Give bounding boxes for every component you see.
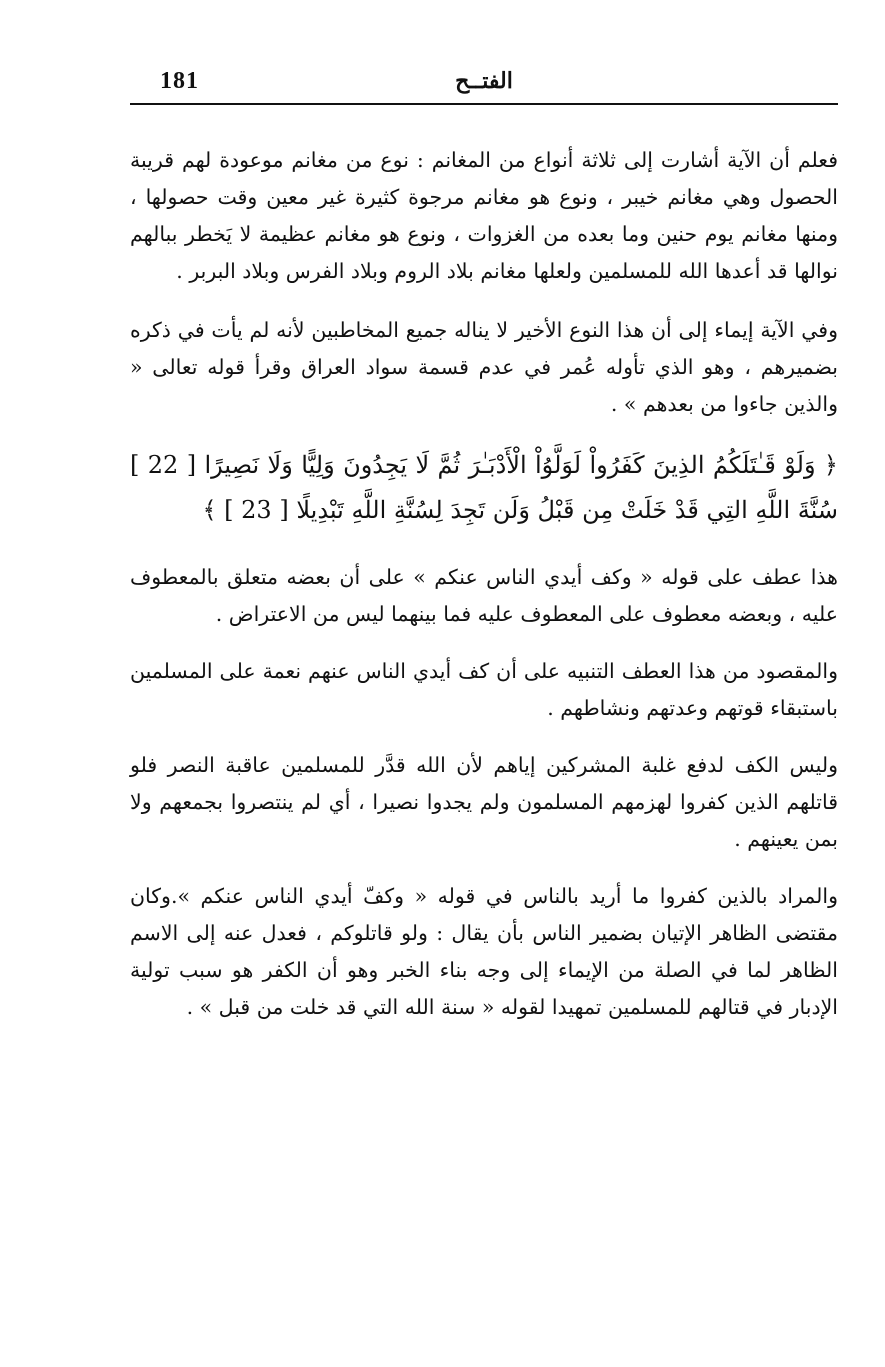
paragraph-3: هذا عطف على قوله « وكف أيدي الناس عنكم » على أن بعضه متعلق بالمعطوف عليه ، وبعضه معطوف على المعطوف عليه فما بينهما ليس من الاعتراض . [130, 565, 838, 626]
page-header [130, 62, 838, 102]
header-rule [130, 103, 838, 105]
paragraph-2: وفي الآية إيماء إلى أن هذا النوع الأخير لا يناله جميع المخاطبين لأنه لم يأت في ذكره بضميرهم ، وهو الذي تأوله عُمر في عدم قسمة سواد العراق وقرأ قوله تعالى « والذين جاءوا من بعدهم » . [130, 318, 838, 416]
paragraph-1: فعلم أن الآية أشارت إلى ثلاثة أنواع من المغانم : نوع من مغانم موعودة لهم قريبة الحصول وهي مغانم خيبر ، ونوع هو مغانم مرجوة كثيرة غير معين وقت حصولها ، ومنها مغانم يوم حنين وما بعده من الغزوات ، ونوع هو مغانم عظيمة لا يَخطر ببالهم نوالها قد أعدها الله للمسلمين ولعلها مغانم بلاد الروم وبلاد الفرس وبلاد البربر . [130, 148, 838, 283]
quran-verse: ﴿ وَلَوْ قَـٰتَلَكُمُ الذِينَ كَفَرُواْ لَوَلَّوُاْ الْأَدْبَـٰرَ ثُمَّ لَا يَجِدُونَ وَلِيًّا وَلَا نَصِيرًا [ 22 ] سُنَّةَ اللَّهِ التِي قَدْ خَلَتْ مِن قَبْلُ وَلَن تَجِدَ لِسُنَّةِ اللَّهِ تَبْدِيلًا [ 23 ] ﴾ [130, 451, 838, 524]
page-number: 181 [160, 68, 199, 94]
paragraph-5: وليس الكف لدفع غلبة المشركين إياهم لأن الله قدَّر للمسلمين عاقبة النصر فلو قاتلهم الذين كفروا لهزمهم المسلمون ولم يجدوا نصيرا ، أي لم ينتصروا بجمعهم ولا بمن يعينهم . [130, 753, 838, 851]
running-title: الفتــح [455, 68, 513, 94]
page-body [130, 142, 838, 1046]
paragraph-6: والمراد بالذين كفروا ما أريد بالناس في قوله « وكفّ أيدي الناس عنكم ».وكان مقتضى الظاهر الإتيان بضمير الناس بأن يقال : ولو قاتلوكم ، فعدل عنه إلى الاسم الظاهر لما في الصلة من الإيماء إلى وجه بناء الخبر وهو أن الكفر هو سبب تولية الإدبار في قتالهم للمسلمين تمهيدا لقوله « سنة الله التي قد خلت من قبل » . [130, 884, 838, 1019]
paragraph-4: والمقصود من هذا العطف التنبيه على أن كف أيدي الناس عنهم نعمة على المسلمين باستبقاء قوتهم وعدتهم ونشاطهم . [130, 659, 838, 720]
